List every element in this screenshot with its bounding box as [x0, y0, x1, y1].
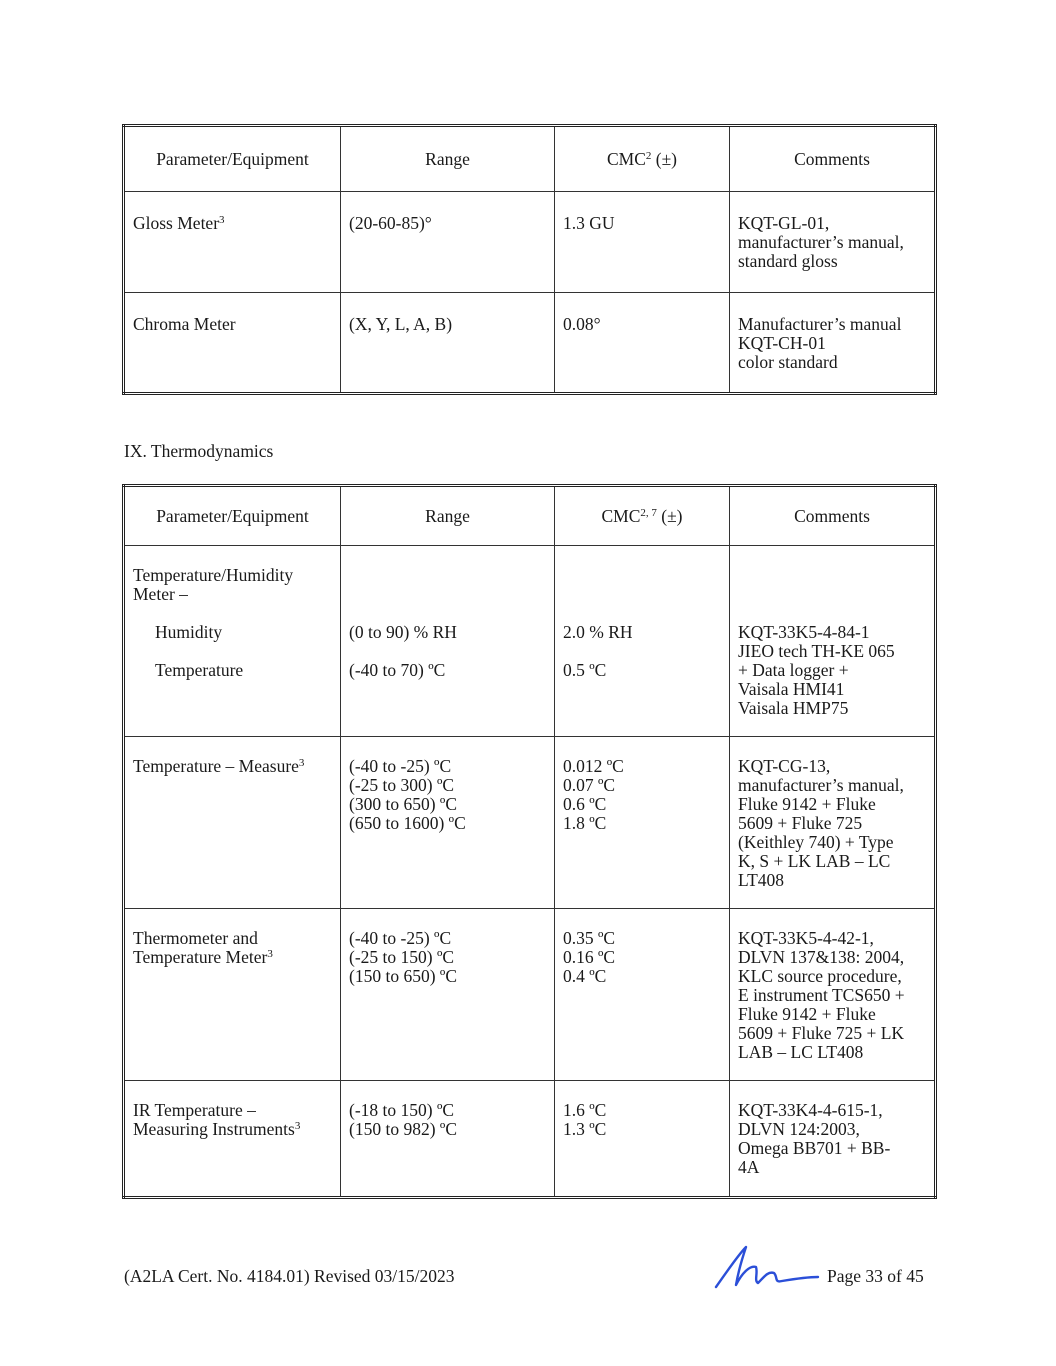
comments-cell: KQT-CG-13, manufacturer’s manual, Fluke 9142 + Fluke 5609 + Fluke 725 (Keithley 740) + Type K, S + LK LAB – LC LT408 [730, 737, 936, 909]
table-row [124, 293, 936, 394]
comments-cell: Manufacturer’s manual KQT-CH-01 color standard [730, 293, 936, 394]
parameter-cell: Chroma Meter [124, 293, 341, 394]
table-header-row [124, 486, 936, 546]
table-row [124, 1081, 936, 1198]
range-cell: (X, Y, L, A, B) [341, 293, 555, 394]
range-cell: (-40 to -25) ºC (-25 to 150) ºC (150 to 650) ºC [341, 909, 555, 1081]
header-comments: Comments [730, 126, 936, 192]
parameter-cell: Thermometer and Temperature Meter$^3$ [124, 909, 341, 1081]
range-cell: (-18 to 150) ºC (150 to 982) ºC [341, 1081, 555, 1198]
table-row [124, 546, 936, 737]
cmc-cell: 1.3 GU [555, 192, 730, 293]
parameter-cell: IR Temperature – Measuring Instruments$^3$ [124, 1081, 341, 1198]
parameter-cell: Gloss Meter$^3$ [124, 192, 341, 293]
comments-cell: KQT-33K5-4-84-1 JIEO tech TH-KE 065 + Data logger + Vaisala HMI41 Vaisala HMP75 [730, 546, 936, 737]
parameter-cell: Temperature – Measure$^3$ [124, 737, 341, 909]
header-parameter: Parameter/Equipment [124, 486, 341, 546]
header-cmc: CMC$^2$ (±) [555, 126, 730, 192]
header-range: Range [341, 486, 555, 546]
comments-cell: KQT-GL-01, manufacturer’s manual, standard gloss [730, 192, 936, 293]
cmc-cell: 2.0 % RH 0.5 ºC [555, 546, 730, 737]
footer-cert-revision: (A2LA Cert. No. 4184.01) Revised 03/15/2023 [124, 1266, 455, 1286]
cmc-cell: 0.012 ºC 0.07 ºC 0.6 ºC 1.8 ºC [555, 737, 730, 909]
signature-image [712, 1243, 822, 1291]
cmc-cell: 1.6 ºC 1.3 ºC [555, 1081, 730, 1198]
range-cell: (20-60-85)° [341, 192, 555, 293]
cmc-cell: 0.08° [555, 293, 730, 394]
table-row [124, 737, 936, 909]
header-parameter: Parameter/Equipment [124, 126, 341, 192]
table-header-row [124, 126, 936, 192]
header-comments: Comments [730, 486, 936, 546]
calibration-table-continued [122, 124, 937, 395]
table-row [124, 909, 936, 1081]
page-number: Page 33 of 45 [827, 1266, 924, 1286]
cmc-cell: 0.35 ºC 0.16 ºC 0.4 ºC [555, 909, 730, 1081]
parameter-cell: Temperature/Humidity Meter – Humidity Temperature [124, 546, 341, 737]
comments-cell: KQT-33K4-4-615-1, DLVN 124:2003, Omega BB701 + BB- 4A [730, 1081, 936, 1198]
thermodynamics-table [122, 484, 937, 1199]
comments-cell: KQT-33K5-4-42-1, DLVN 137&138: 2004, KLC source procedure, E instrument TCS650 + Fluke 9142 + Fluke 5609 + Fluke 725 + LK LAB – LC LT408 [730, 909, 936, 1081]
header-cmc: CMC$^{2, 7}$ (±) [555, 486, 730, 546]
table-row [124, 192, 936, 293]
range-cell: (-40 to -25) ºC (-25 to 300) ºC (300 to 650) ºC (650 to 1600) ºC [341, 737, 555, 909]
range-cell: (0 to 90) % RH (-40 to 70) ºC [341, 546, 555, 737]
header-range: Range [341, 126, 555, 192]
section-heading: IX. Thermodynamics [124, 441, 274, 461]
